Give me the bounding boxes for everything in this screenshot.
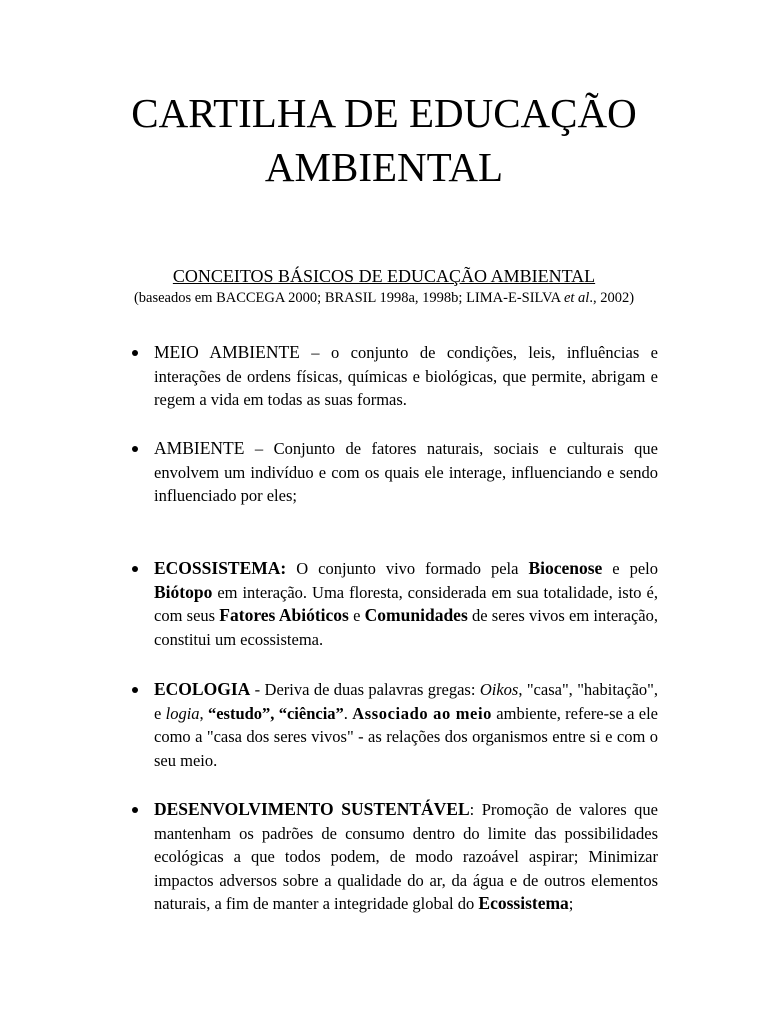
concept-text: em interação. Uma floresta, considerada em sua totalidade, isto é, com seus: [154, 582, 658, 625]
concept-text: ,: [199, 703, 208, 723]
document-title: [0, 86, 768, 194]
concept-term: AMBIENTE: [154, 438, 245, 458]
sources-text-post: ., 2002): [589, 290, 635, 306]
concept-highlight: Biocenose: [528, 558, 603, 578]
concept-term: ECOLOGIA: [154, 679, 251, 699]
concept-desenvolvimento-sustentavel: [154, 798, 658, 916]
sources-text-pre: (baseados em BACCEGA 2000; BRASIL 1998a, 1998b; LIMA-E-SILVA: [133, 290, 564, 306]
concept-highlight: Associado ao meio: [352, 703, 492, 723]
concept-highlight: “estudo”, “ciência”: [207, 703, 344, 723]
concept-text: ambiente, refere-se a ele como a "casa dos seres vivos" - as relações dos organismos entre si e com o seu meio.: [154, 703, 659, 770]
concept-text: O conjunto vivo formado pela: [286, 559, 529, 578]
concept-text: , "casa", "habitação", e: [154, 680, 659, 723]
concept-highlight: Fatores Abióticos: [219, 605, 349, 625]
concept-ambiente: [154, 437, 658, 508]
concept-term: MEIO AMBIENTE: [154, 342, 300, 362]
concept-highlight: Comunidades: [364, 605, 468, 625]
concept-text: de seres vivos em interação, constitui um ecossistema.: [154, 606, 658, 649]
concept-text: .: [343, 703, 353, 723]
concept-text: : Promoção de valores que mantenham os padrões de consumo dentro do limite das possibilidades ecológicas a que todos podem, de modo razoável aspirar; Minimizar impactos adversos sobre a qualidade do ar, da água e de outros elementos naturais, a fim de manter a integridade global do: [154, 800, 658, 913]
title-line-2: AMBIENTAL: [264, 144, 504, 190]
concept-ecologia: [154, 678, 658, 772]
concept-text: – Conjunto de fatores naturais, sociais e culturais que envolvem um indivíduo e com os quais ele interage, influenciando e sendo influenciado por eles;: [154, 439, 658, 505]
concept-meio-ambiente: [154, 341, 658, 412]
concept-text: e pelo: [602, 559, 658, 578]
concept-term: DESENVOLVIMENTO SUSTENTÁVEL: [154, 799, 470, 819]
sources-et-al: et al: [563, 290, 590, 306]
concept-ecossistema: [154, 557, 658, 651]
concept-text: - Deriva de duas palavras gregas:: [250, 680, 480, 699]
concept-text: e: [348, 606, 365, 625]
concept-text: ;: [568, 894, 574, 913]
concept-highlight: Biótopo: [154, 581, 213, 602]
section-subtitle: CONCEITOS BÁSICOS DE EDUCAÇÃO AMBIENTAL: [172, 266, 596, 286]
concept-term: ECOSSISTEMA:: [154, 558, 287, 578]
title-line-1: CARTILHA DE EDUCAÇÃO: [131, 90, 637, 136]
concept-highlight: Ecossistema: [478, 893, 569, 913]
concept-greek-word: Oikos: [479, 680, 519, 699]
sources-note: [0, 288, 768, 308]
concept-greek-word: logia: [165, 703, 200, 723]
concept-text: – o conjunto de condições, leis, influências e interações de ordens físicas, químicas e biológicas, que permite, abrigam e regem a vida em todas as suas formas.: [154, 343, 658, 409]
